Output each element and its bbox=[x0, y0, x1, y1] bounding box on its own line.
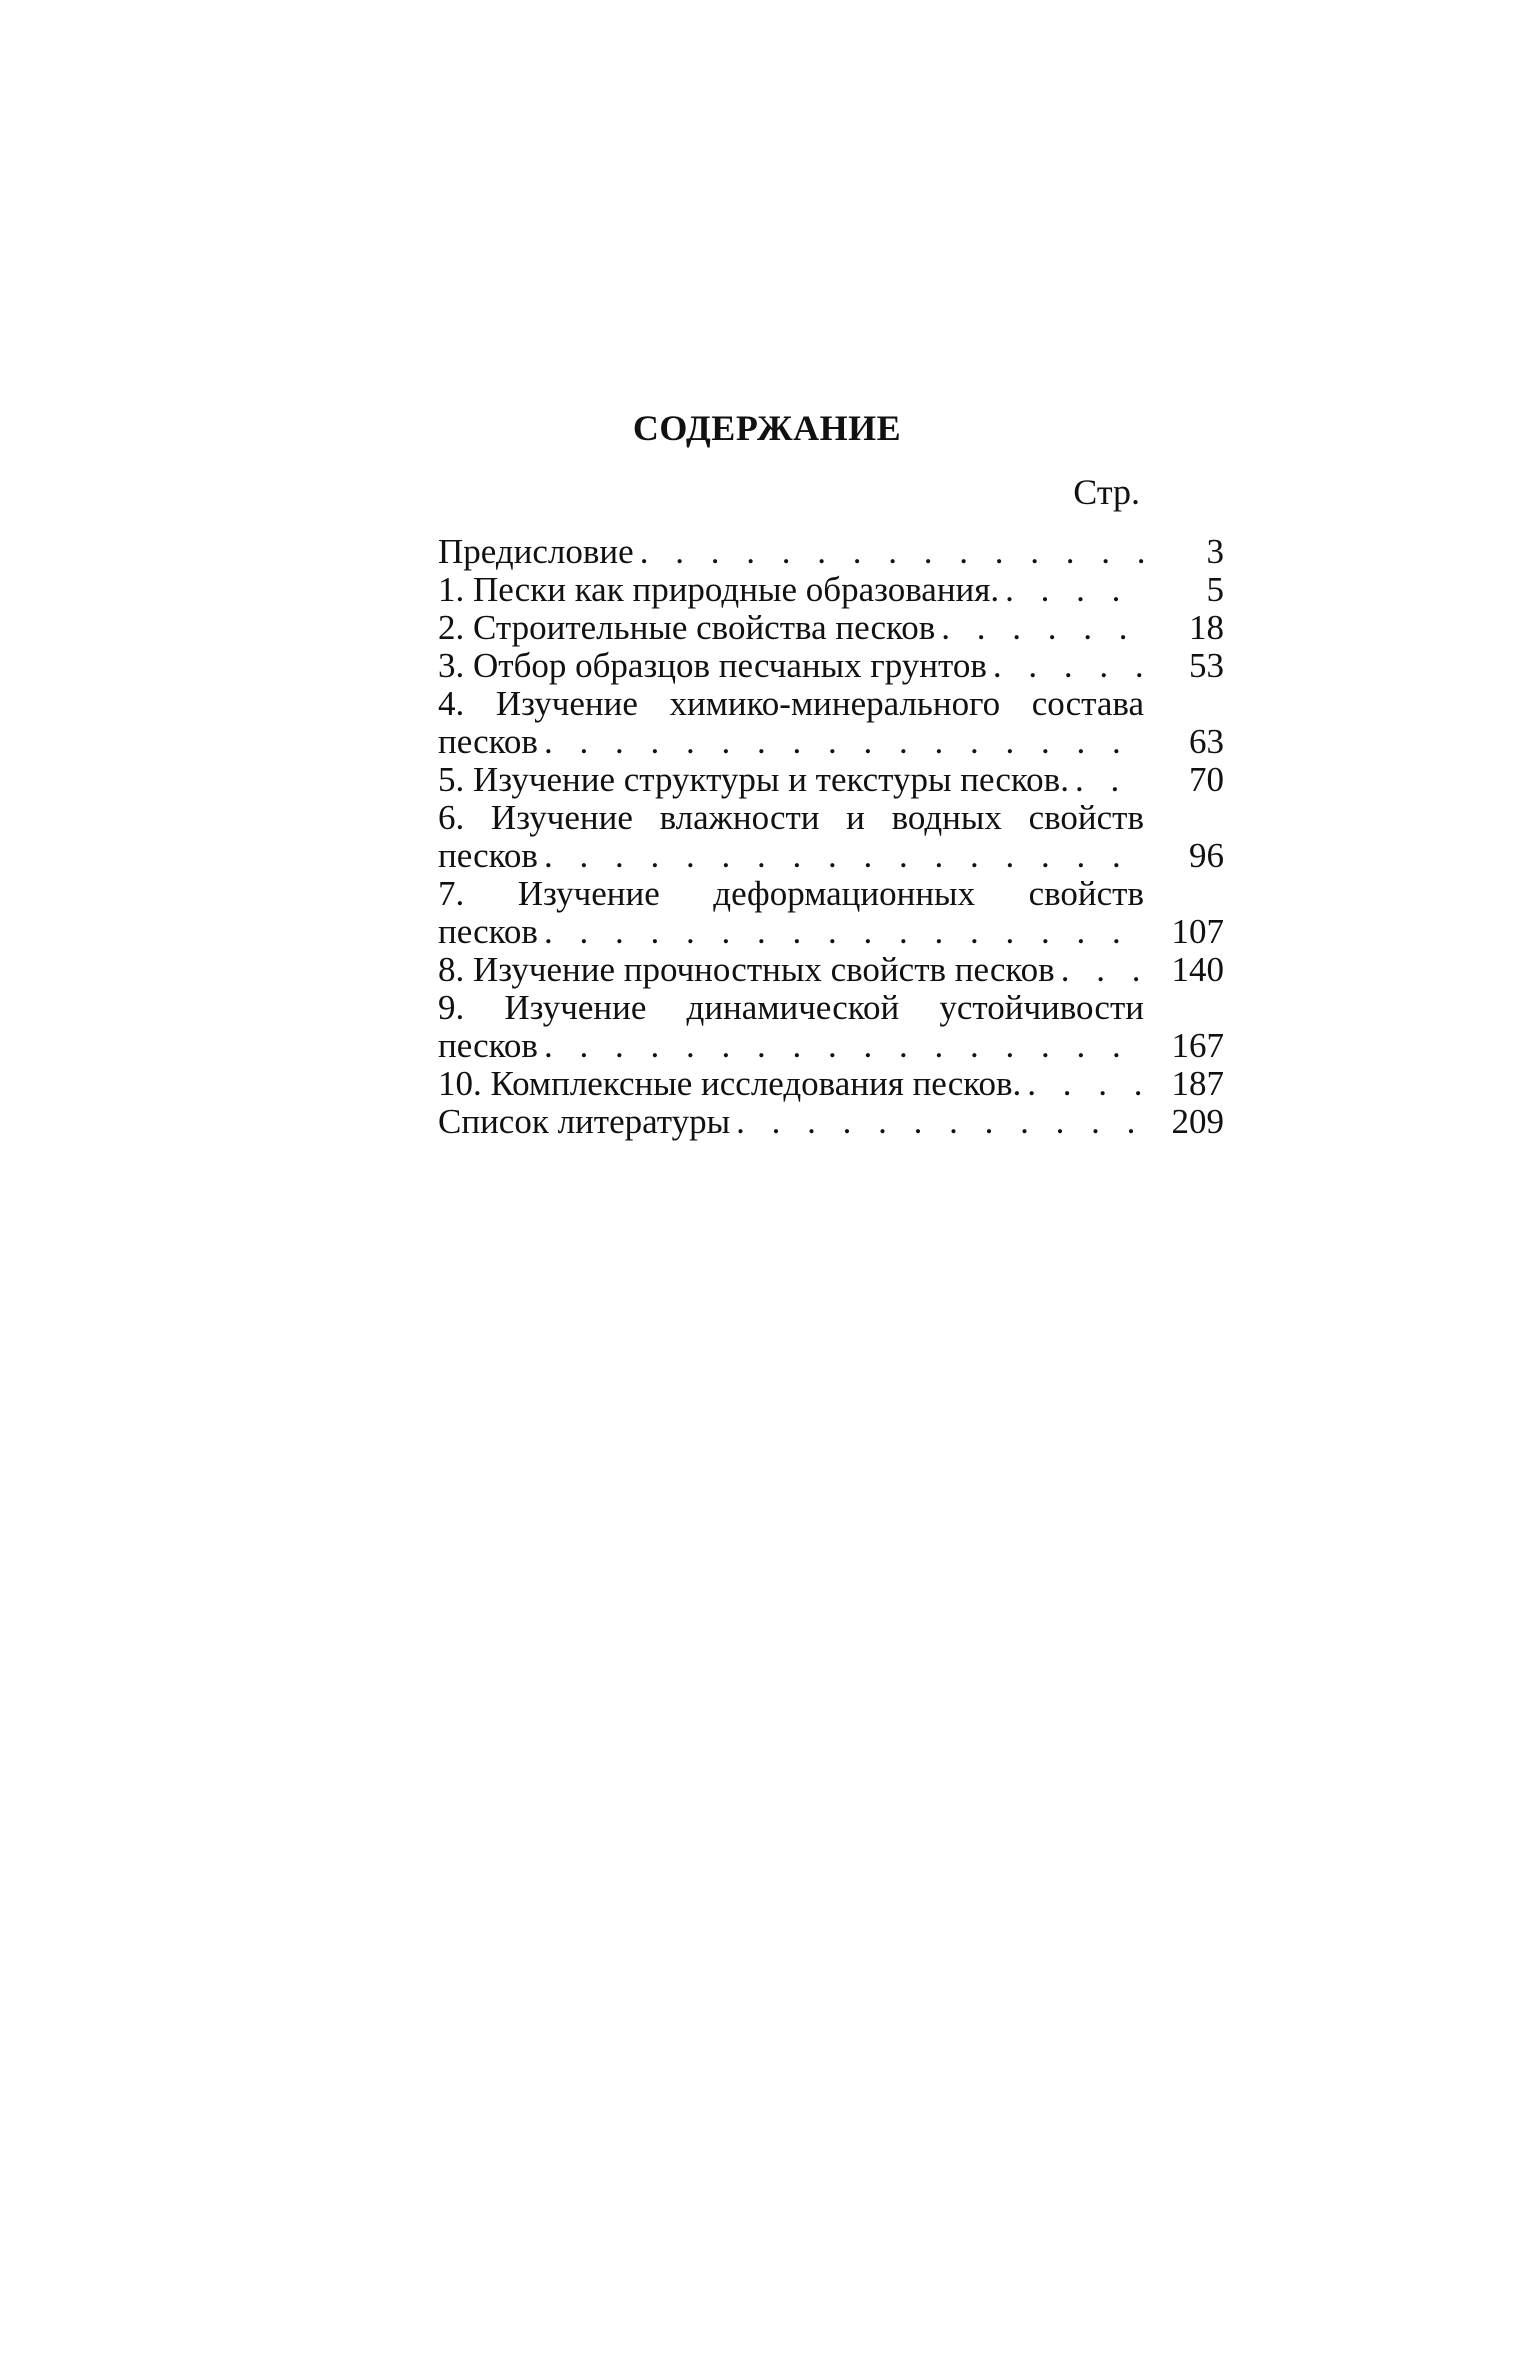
dot-leader bbox=[987, 647, 1144, 685]
dot-leader bbox=[730, 1103, 1144, 1141]
toc-entry-chapter-3[interactable] bbox=[438, 647, 1224, 685]
toc-entry-title: 8. Изучение прочностных свойств песков bbox=[438, 951, 1055, 989]
table-of-contents bbox=[438, 533, 1224, 1141]
toc-entry-title-line-1: 9. Изучение динамической устойчивости bbox=[438, 988, 1144, 1027]
dot-leader bbox=[1069, 761, 1144, 799]
toc-entry-page: 167 bbox=[1171, 1026, 1224, 1065]
toc-entry-page: 70 bbox=[1189, 760, 1224, 799]
toc-entry-page: 18 bbox=[1189, 608, 1224, 647]
toc-entry-title: Предисловие bbox=[438, 533, 634, 571]
toc-entry-page: 96 bbox=[1189, 836, 1224, 875]
dot-leader bbox=[1021, 1065, 1144, 1103]
toc-entry-chapter-1[interactable] bbox=[438, 571, 1224, 609]
toc-entry-chapter-2[interactable] bbox=[438, 609, 1224, 647]
toc-entry-title-line-2: песков bbox=[438, 913, 538, 951]
toc-entry-chapter-8[interactable] bbox=[438, 951, 1224, 989]
toc-entry-page: 209 bbox=[1171, 1102, 1224, 1141]
toc-entry-page: 53 bbox=[1189, 646, 1224, 685]
dot-leader bbox=[999, 571, 1144, 609]
toc-entry-chapter-5[interactable] bbox=[438, 761, 1224, 799]
toc-entry-title: 5. Изучение структуры и текстуры песков. bbox=[438, 761, 1069, 799]
toc-entry-page: 140 bbox=[1171, 950, 1224, 989]
toc-entry-chapter-10[interactable] bbox=[438, 1065, 1224, 1103]
toc-entry-page: 5 bbox=[1206, 570, 1224, 609]
toc-entry-page: 107 bbox=[1171, 912, 1224, 951]
toc-entry-page: 63 bbox=[1189, 722, 1224, 761]
toc-entry-chapter-6[interactable] bbox=[438, 799, 1224, 875]
dot-leader bbox=[538, 723, 1144, 761]
toc-entry-title-line-1: 4. Изучение химико-минерального состава bbox=[438, 684, 1144, 723]
toc-entry-title: 1. Пески как природные образования. bbox=[438, 571, 1000, 609]
toc-entry-references[interactable] bbox=[438, 1103, 1224, 1141]
toc-entry-chapter-7[interactable] bbox=[438, 875, 1224, 951]
toc-title: СОДЕРЖАНИЕ bbox=[632, 408, 902, 448]
toc-entry-title: 2. Строительные свойства песков bbox=[438, 609, 936, 647]
toc-entry-page: 187 bbox=[1171, 1064, 1224, 1103]
toc-entry-title: Список литературы bbox=[438, 1103, 731, 1141]
toc-entry-chapter-4[interactable] bbox=[438, 685, 1224, 761]
toc-entry-title-line-2: песков bbox=[438, 837, 538, 875]
toc-entry-title-line-1: 7. Изучение деформационных свойств bbox=[438, 874, 1144, 913]
dot-leader bbox=[538, 913, 1144, 951]
toc-entry-title: 3. Отбор образцов песчаных грунтов bbox=[438, 647, 987, 685]
toc-entry-title-line-2: песков bbox=[438, 1027, 538, 1065]
dot-leader bbox=[935, 609, 1144, 647]
page-column-label: Стр. bbox=[1073, 472, 1140, 512]
dot-leader bbox=[634, 533, 1144, 571]
toc-entry-page: 3 bbox=[1206, 532, 1224, 571]
toc-entry-chapter-9[interactable] bbox=[438, 989, 1224, 1065]
toc-entry-title-line-2: песков bbox=[438, 723, 538, 761]
dot-leader bbox=[538, 837, 1144, 875]
toc-entry-title-line-1: 6. Изучение влажности и водных свойств bbox=[438, 798, 1144, 837]
toc-entry-title: 10. Комплексные исследования песков. bbox=[438, 1065, 1022, 1103]
toc-entry-preface[interactable] bbox=[438, 533, 1224, 571]
dot-leader bbox=[538, 1027, 1144, 1065]
dot-leader bbox=[1055, 951, 1144, 989]
